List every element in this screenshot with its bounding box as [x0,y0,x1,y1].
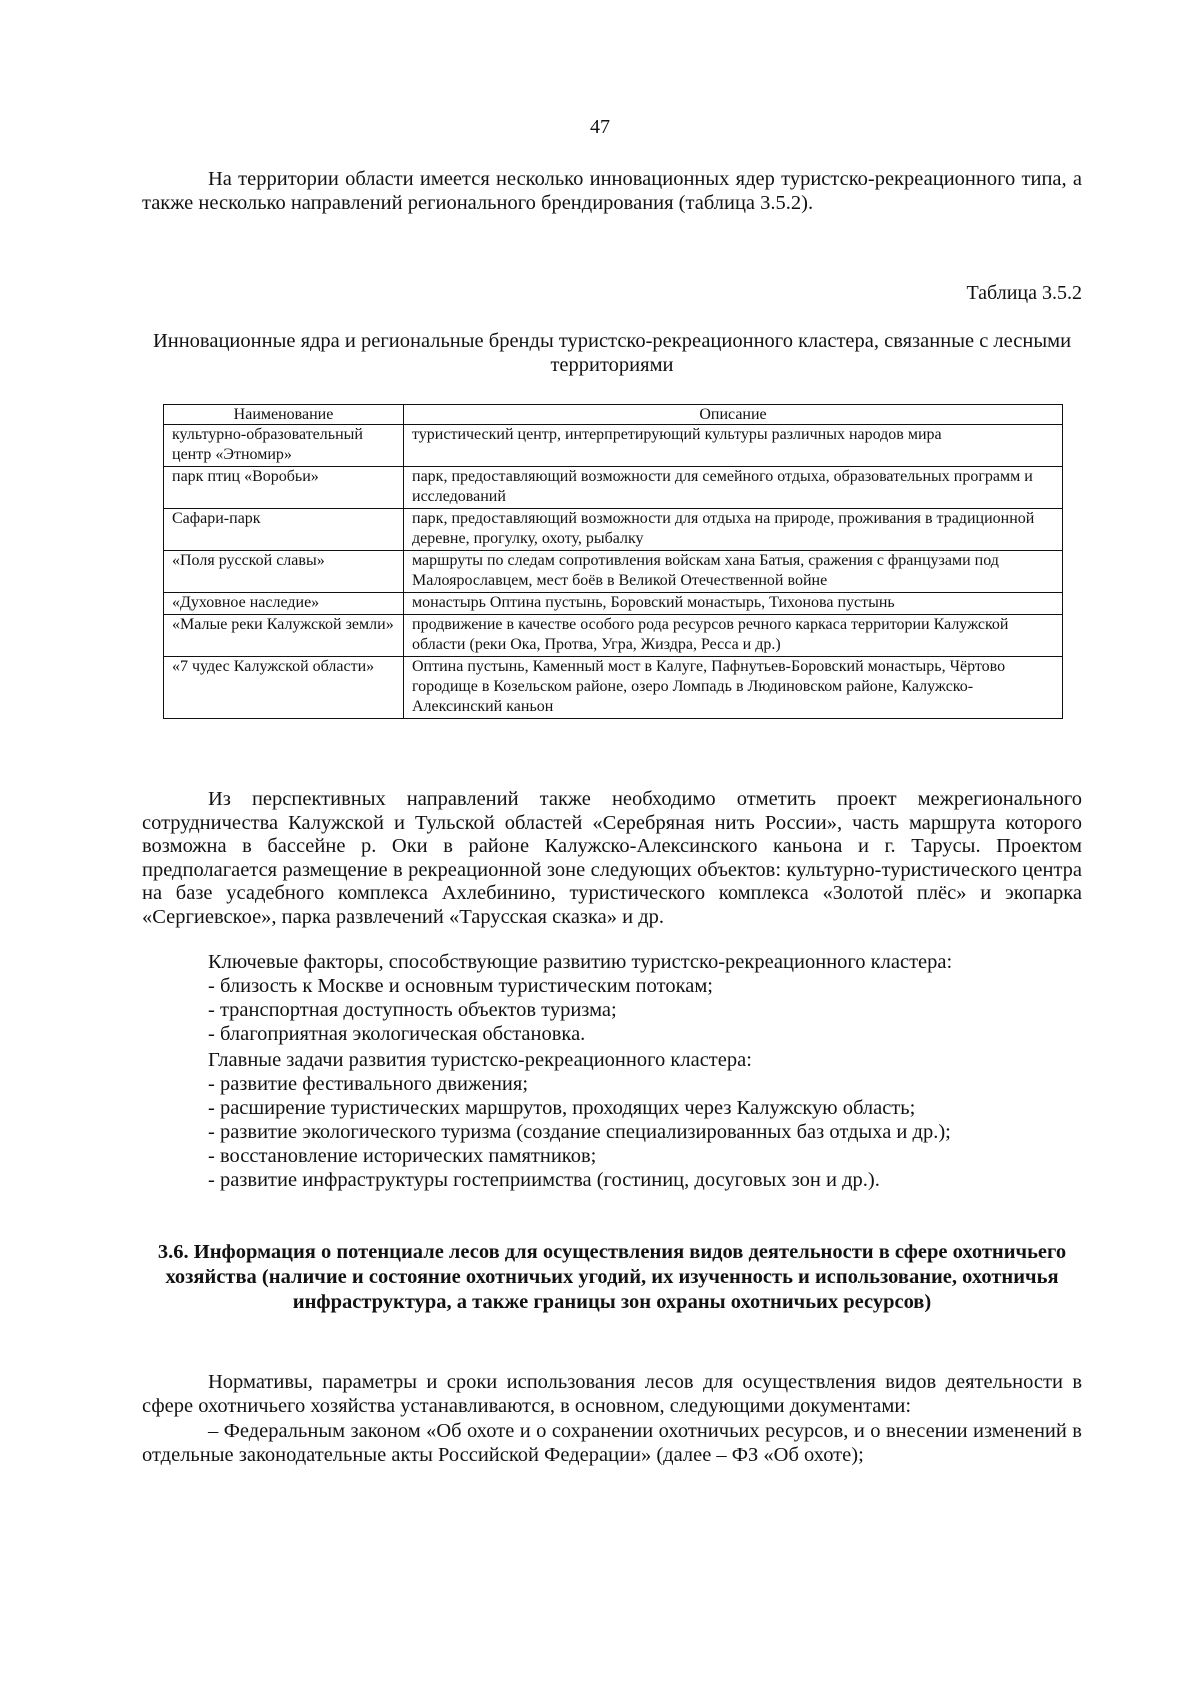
list-item: - развитие экологического туризма (создание специализированных баз отдыха и др.); [208,1121,951,1143]
main-tasks-block [208,1048,1088,1192]
row-description: парк, предоставляющий возможности для отдыха на природе, проживания в традиционной деревне, прогулку, охоту, рыбалку [404,509,1063,551]
intro-paragraph: На территории области имеется несколько инновационных ядер туристско-рекреационного типа, а также несколько направлений регионального брендирования (таблица 3.5.2). [142,168,1082,214]
row-name: Сафари-парк [164,509,404,551]
key-factors-block [208,950,1088,1046]
section-heading: 3.6. Информация о потенциале лесов для осуществления видов деятельности в сфере охотничьего хозяйства (наличие и состояние охотничьих угодий, их изученность и использование, охотничья инфраструктура, а также границы зон охраны охотничьих ресурсов) [157,1241,1067,1313]
list-item: - близость к Москве и основным туристическим потокам; [208,975,713,997]
list-item: - благоприятная экологическая обстановка. [208,1023,586,1045]
row-name: культурно-образовательный центр «Этномир» [164,425,404,467]
page-number: 47 [590,116,610,138]
key-factors-heading: Ключевые факторы, способствующие развитию туристско-рекреационного кластера: [208,951,953,973]
main-tasks-list [208,1072,1088,1192]
row-description: туристический центр, интерпретирующий культуры различных народов мира [404,425,1063,467]
list-item: - восстановление исторических памятников; [208,1145,597,1167]
key-factors-list [208,974,1088,1046]
column-header-description: Описание [404,405,1063,425]
table-row [164,657,1063,719]
row-description: Оптина пустынь, Каменный мост в Калуге, Пафнутьев-Боровский монастырь, Чёртово городище в Козельском районе, озеро Ломпадь в Людиновском районе, Калужско-Алексинский каньон [404,657,1063,719]
table-row [164,425,1063,467]
row-name: «Поля русской славы» [164,551,404,593]
list-item: - транспортная доступность объектов туризма; [208,999,617,1021]
table-row [164,615,1063,657]
row-description: парк, предоставляющий возможности для семейного отдыха, образовательных программ и исследований [404,467,1063,509]
law-list-item: – Федеральным законом «Об охоте и о сохранении охотничьих ресурсов, и о внесении изменений в отдельные законодательные акты Российской Федерации» (далее – ФЗ «Об охоте); [142,1420,1082,1466]
list-item: - расширение туристических маршрутов, проходящих через Калужскую область; [208,1097,916,1119]
table-label: Таблица 3.5.2 [966,282,1082,304]
main-tasks-heading: Главные задачи развития туристско-рекреационного кластера: [208,1049,752,1071]
brands-table [163,404,1063,719]
column-header-name: Наименование [164,405,404,425]
table-row [164,593,1063,615]
row-description: продвижение в качестве особого рода ресурсов речного каркаса территории Калужской области (реки Ока, Протва, Угра, Жиздра, Ресса и др.) [404,615,1063,657]
table-title: Инновационные ядра и региональные бренды туристско-рекреационного кластера, связанные с лесными территориями [152,330,1072,376]
table-row [164,509,1063,551]
norms-paragraph: Нормативы, параметры и сроки использования лесов для осуществления видов деятельности в сфере охотничьего хозяйства устанавливаются, в основном, следующими документами: [142,1371,1082,1417]
table-row [164,551,1063,593]
list-item: - развитие инфраструктуры гостеприимства (гостиниц, досуговых зон и др.). [208,1169,880,1191]
table-row [164,467,1063,509]
row-name: «7 чудес Калужской области» [164,657,404,719]
list-item: - развитие фестивального движения; [208,1073,529,1095]
table-header-row [164,405,1063,425]
row-description: монастырь Оптина пустынь, Боровский монастырь, Тихонова пустынь [404,593,1063,615]
row-description: маршруты по следам сопротивления войскам хана Батыя, сражения с французами под Малоярославцем, мест боёв в Великой Отечественной войне [404,551,1063,593]
row-name: «Малые реки Калужской земли» [164,615,404,657]
perspective-paragraph: Из перспективных направлений также необходимо отметить проект межрегионального сотрудничества Калужской и Тульской областей «Серебряная нить России», часть маршрута которого возможна в бассейне р. Оки в районе Калужско-Алексинского каньона и г. Тарусы. Проектом предполагается размещение в рекреационной зоне следующих объектов: культурно-туристического центра на базе усадебного комплекса Ахлебинино, туристического комплекса «Золотой плёс» и экопарка «Сергиевское», парка развлечений «Тарусская сказка» и др. [142,788,1082,928]
row-name: парк птиц «Воробьи» [164,467,404,509]
row-name: «Духовное наследие» [164,593,404,615]
